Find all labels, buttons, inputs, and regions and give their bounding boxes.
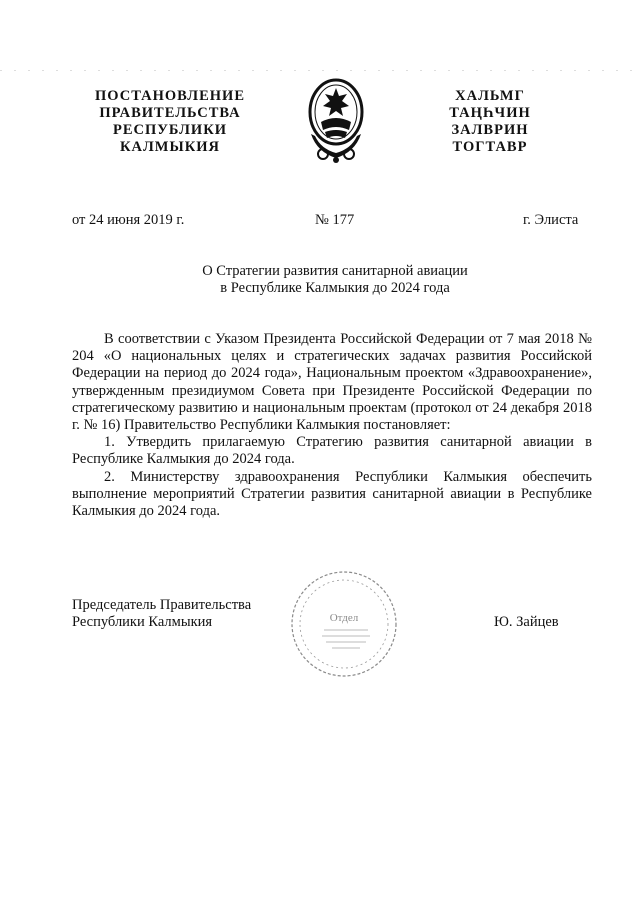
title-line: О Стратегии развития санитарной авиации [202,263,468,279]
position-line: Республики Калмыкия [72,614,213,630]
signatory-name: Ю. Зайцев [494,614,559,630]
header-right-line: ХАЛЬМГ [455,88,525,104]
stamp-label: Отдел [329,612,359,624]
document-body [72,331,592,520]
header-right-kalmyk [420,88,560,156]
official-stamp [288,568,400,680]
resolution-item-1: 1. Утвердить прилагаемую Стратегию развития санитарной авиации в Республике Калмыкия до 2024 года. [72,434,592,468]
document-city: г. Элиста [523,212,579,228]
scan-artifact-line [0,70,640,71]
header-left-russian [80,88,260,156]
coat-of-arms-icon [303,72,369,164]
header-left-line: РЕСПУБЛИКИ [112,122,228,138]
document-date: от 24 июня 2019 г. [72,212,185,228]
document-number: № 177 [315,212,355,228]
header-left-line: ПОСТАНОВЛЕНИЕ [94,88,245,104]
header-right-line: ТАҢҺЧИН [449,105,531,121]
signatory-position [72,597,251,631]
resolution-item-2: 2. Министерству здравоохранения Республики Калмыкия обеспечить выполнение мероприятий Стратегии развития санитарной авиации в Республике Калмыкия до 2024 года. [72,468,592,520]
position-line: Председатель Правительства [72,597,252,613]
title-line: в Республике Калмыкия до 2024 года [220,280,450,296]
preamble-paragraph: В соответствии с Указом Президента Российской Федерации от 7 мая 2018 № 204 «О национальных целях и стратегических задачах развития Российской Федерации на период до 2024 года», Национальным проектом «Здравоохранение», утвержденным президиумом Совета при Президенте Российской Федерации по стратегическому развитию и национальным проектам (протокол от 24 декабря 2018 г. № 16) Правительство Республики Калмыкия постановляет: [72,331,592,434]
header-right-line: ЗАЛВРИН [451,122,529,138]
header-left-line: КАЛМЫКИЯ [120,139,220,155]
header-left-line: ПРАВИТЕЛЬСТВА [99,105,241,121]
document-title [80,263,590,297]
header-right-line: ТОГТАВР [452,139,528,155]
